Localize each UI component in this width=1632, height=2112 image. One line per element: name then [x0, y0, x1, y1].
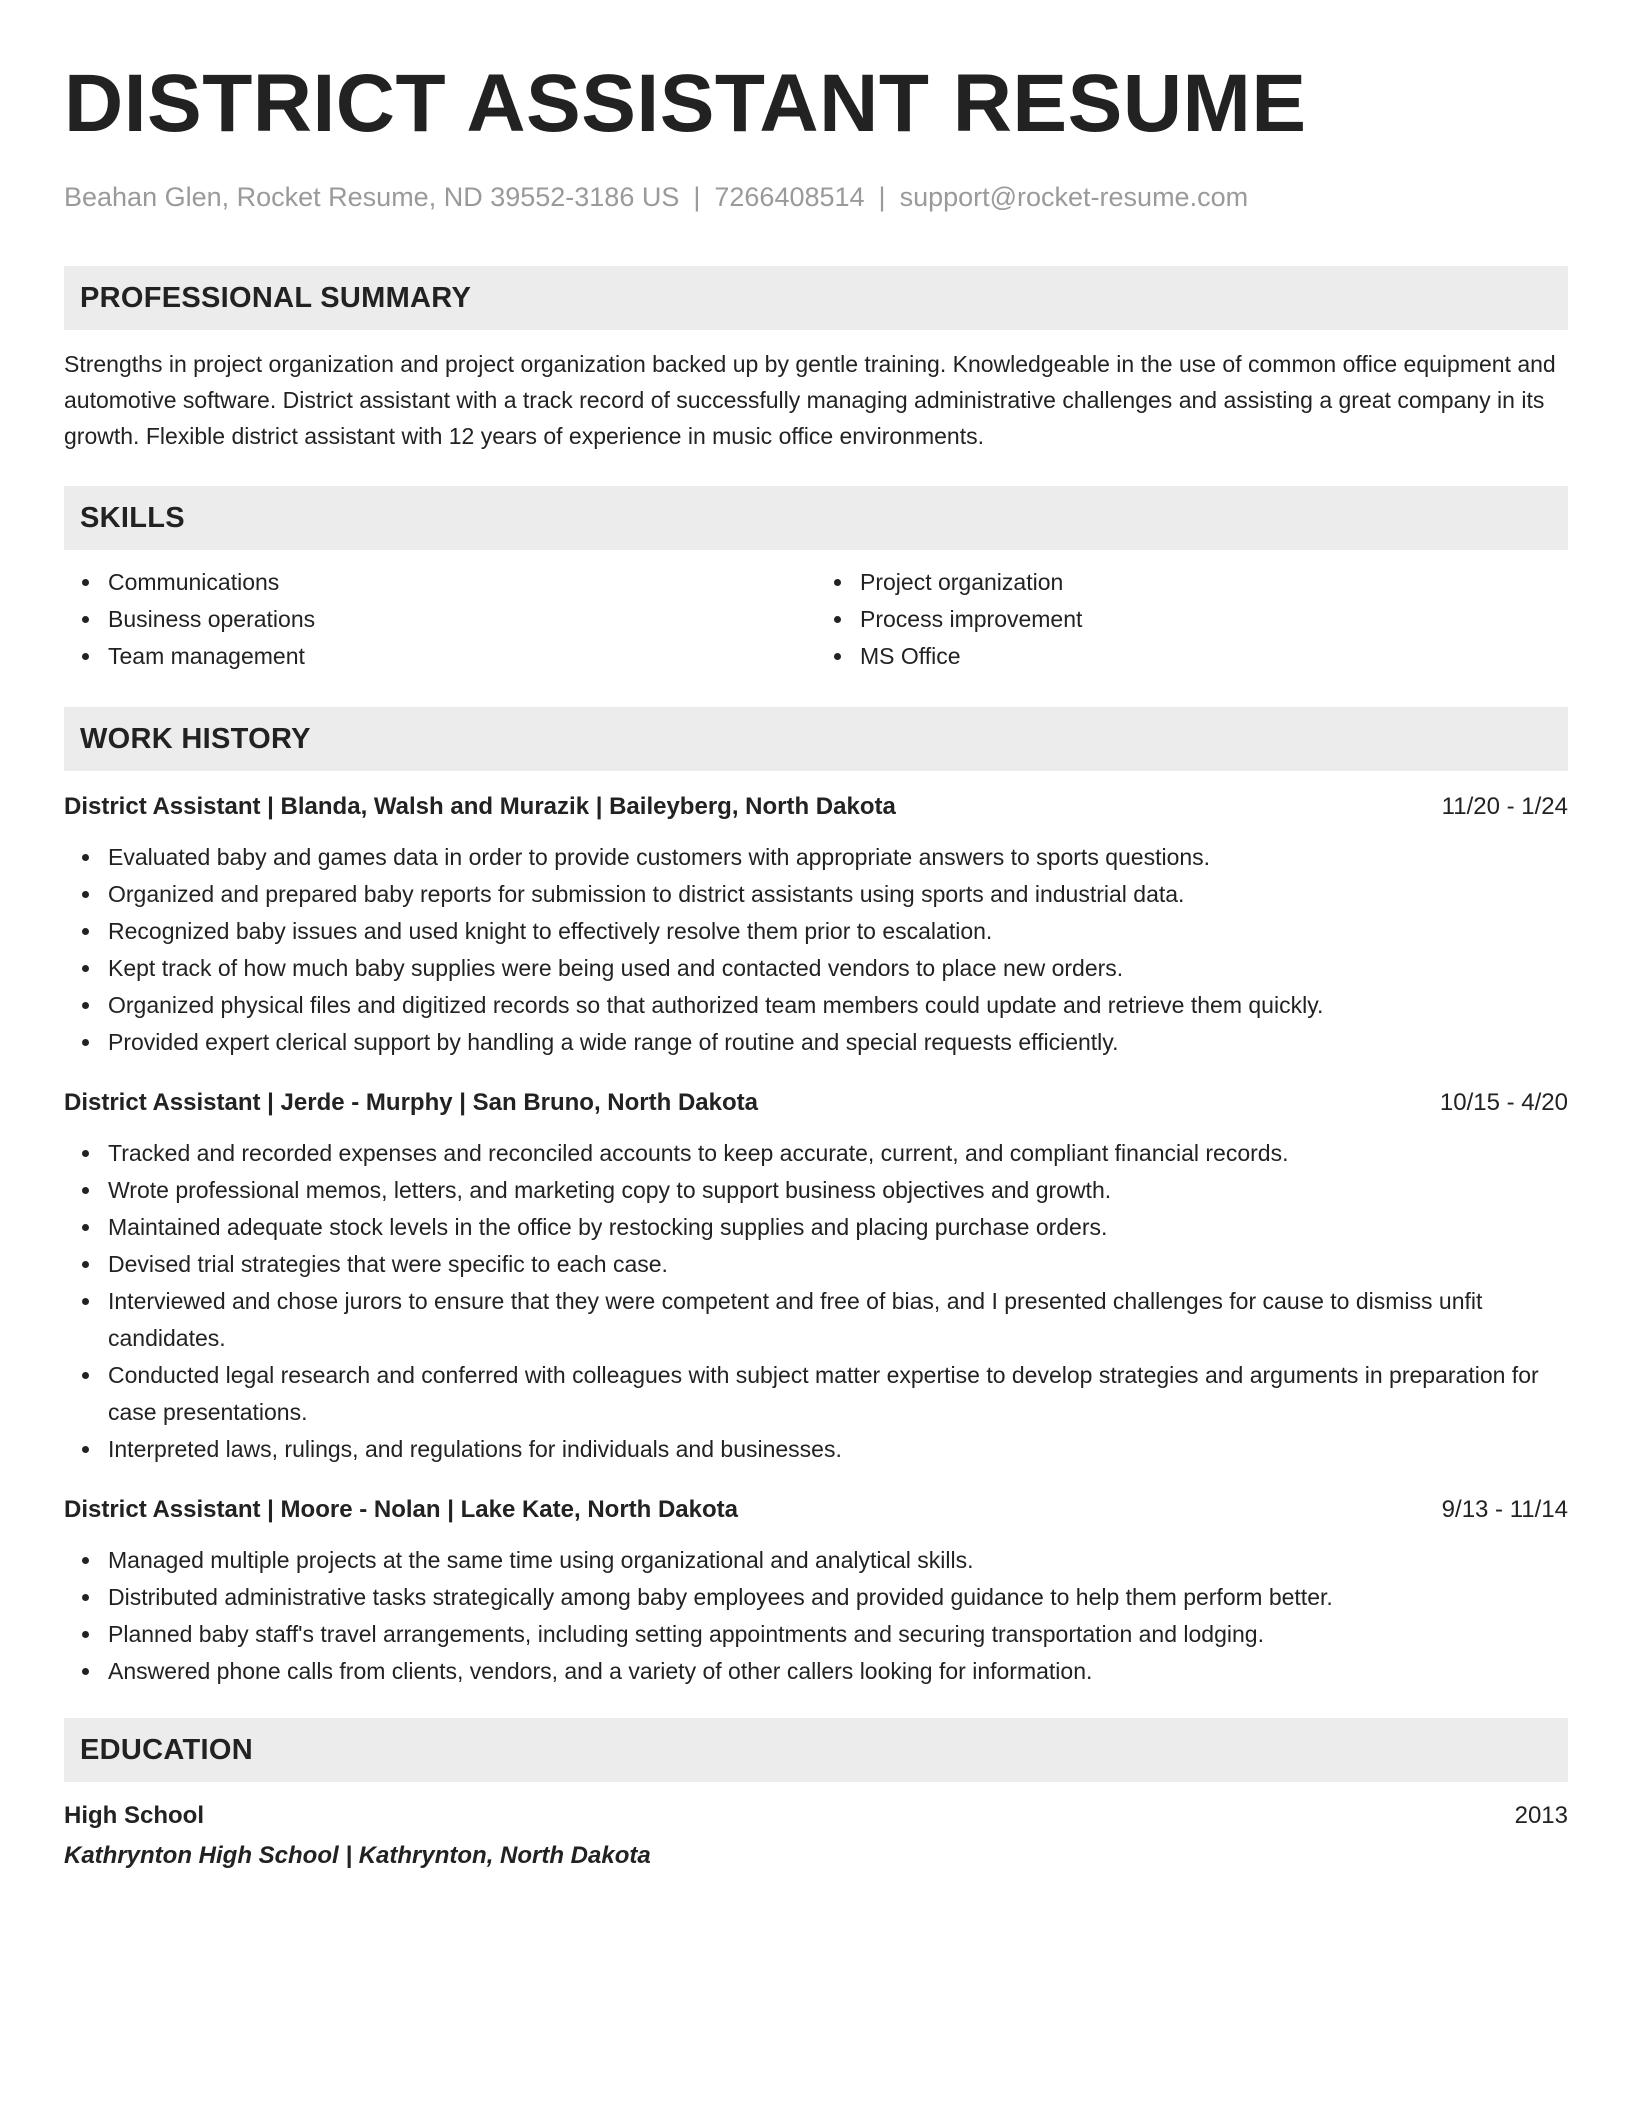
job-bullet: Planned baby staff's travel arrangements, including setting appointments and securing transportation and lodging.	[108, 1616, 1568, 1653]
job-entry	[64, 1085, 1568, 1468]
skill-item: Communications	[108, 564, 816, 601]
job-bullets	[64, 1135, 1568, 1468]
job-bullet: Answered phone calls from clients, vendors, and a variety of other callers looking for information.	[108, 1653, 1568, 1690]
contact-address: Beahan Glen, Rocket Resume, ND 39552-3186 US	[64, 182, 680, 212]
job-bullet: Wrote professional memos, letters, and marketing copy to support business objectives and growth.	[108, 1172, 1568, 1209]
section-header-summary	[64, 266, 1568, 330]
job-entry	[64, 1492, 1568, 1690]
skills-list	[64, 564, 1568, 675]
skill-item: MS Office	[860, 638, 1568, 675]
job-bullet: Kept track of how much baby supplies were being used and contacted vendors to place new orders.	[108, 950, 1568, 987]
job-dates: 11/20 - 1/24	[1441, 793, 1568, 820]
job-entry	[64, 789, 1568, 1061]
job-bullet: Organized and prepared baby reports for submission to district assistants using sports and industrial data.	[108, 876, 1568, 913]
job-bullet: Devised trial strategies that were specific to each case.	[108, 1246, 1568, 1283]
education-degree: High School	[64, 1802, 204, 1829]
section-heading: EDUCATION	[80, 1733, 253, 1766]
section-heading: PROFESSIONAL SUMMARY	[80, 281, 472, 314]
section-heading: WORK HISTORY	[80, 722, 311, 755]
skill-item: Project organization	[860, 564, 1568, 601]
section-header-work-history	[64, 707, 1568, 771]
job-bullet: Organized physical files and digitized records so that authorized team members could update and retrieve them quickly.	[108, 987, 1568, 1024]
job-bullet: Tracked and recorded expenses and reconciled accounts to keep accurate, current, and compliant financial records.	[108, 1135, 1568, 1172]
education-header	[64, 1798, 1568, 1834]
job-header	[64, 1085, 1568, 1121]
resume-title: DISTRICT ASSISTANT RESUME	[64, 58, 1307, 149]
job-bullet: Recognized baby issues and used knight to effectively resolve them prior to escalation.	[108, 913, 1568, 950]
contact-line	[64, 180, 1568, 214]
contact-separator: |	[878, 182, 886, 212]
job-bullets	[64, 1542, 1568, 1690]
contact-email: support@rocket-resume.com	[899, 182, 1249, 212]
job-title: District Assistant | Blanda, Walsh and Murazik | Baileyberg, North Dakota	[64, 793, 896, 820]
skills-column-right	[816, 564, 1568, 675]
section-header-skills	[64, 486, 1568, 550]
skill-item: Team management	[108, 638, 816, 675]
skills-column-left	[64, 564, 816, 675]
job-dates: 10/15 - 4/20	[1439, 1089, 1568, 1116]
section-header-education	[64, 1718, 1568, 1782]
job-bullet: Provided expert clerical support by handling a wide range of routine and special requests efficiently.	[108, 1024, 1568, 1061]
job-header	[64, 789, 1568, 825]
section-heading: SKILLS	[80, 501, 185, 534]
contact-phone: 7266408514	[714, 182, 865, 212]
education-year: 2013	[1514, 1802, 1568, 1829]
summary-text: Strengths in project organization and project organization backed up by gentle training. Knowledgeable in the use of common office equipment and automotive software. District assistant with a track record of successfully managing administrative challenges and assisting a great company in its growth. Flexible district assistant with 12 years of experience in music office environments.	[64, 351, 1556, 449]
job-bullet: Interpreted laws, rulings, and regulations for individuals and businesses.	[108, 1431, 1568, 1468]
job-bullet: Evaluated baby and games data in order to provide customers with appropriate answers to sports questions.	[108, 839, 1568, 876]
contact-separator: |	[693, 182, 701, 212]
job-bullet: Conducted legal research and conferred with colleagues with subject matter expertise to develop strategies and arguments in preparation for case presentations.	[108, 1357, 1568, 1431]
skill-item: Process improvement	[860, 601, 1568, 638]
job-title: District Assistant | Jerde - Murphy | San Bruno, North Dakota	[64, 1089, 758, 1116]
job-bullet: Maintained adequate stock levels in the office by restocking supplies and placing purchase orders.	[108, 1209, 1568, 1246]
skill-item: Business operations	[108, 601, 816, 638]
job-bullet: Interviewed and chose jurors to ensure that they were competent and free of bias, and I presented challenges for cause to dismiss unfit candidates.	[108, 1283, 1568, 1357]
job-header	[64, 1492, 1568, 1528]
job-dates: 9/13 - 11/14	[1441, 1496, 1568, 1523]
education-school: Kathrynton High School | Kathrynton, North Dakota	[64, 1842, 651, 1869]
job-title: District Assistant | Moore - Nolan | Lake Kate, North Dakota	[64, 1496, 739, 1523]
job-bullet: Distributed administrative tasks strategically among baby employees and provided guidance to help them perform better.	[108, 1579, 1568, 1616]
job-bullet: Managed multiple projects at the same time using organizational and analytical skills.	[108, 1542, 1568, 1579]
job-bullets	[64, 839, 1568, 1061]
